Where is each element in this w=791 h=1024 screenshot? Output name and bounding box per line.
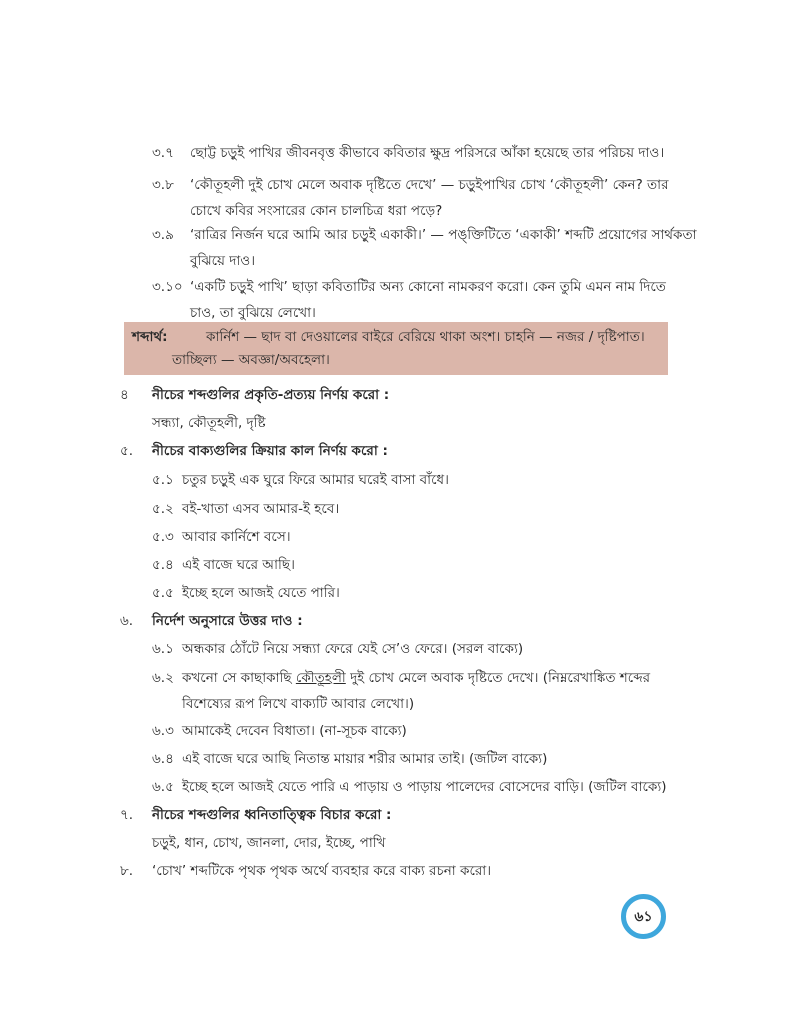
word-list: চড়ুই, ধান, চোখ, জানলা, দোর, ইচ্ছে, পাখি xyxy=(152,835,386,851)
glossary-line: কার্নিশ — ছাদ বা দেওয়ালের বাইরে বেরিয়ে থাকা অংশ। চাহনি — নজর / দৃষ্টিপাত। xyxy=(206,329,645,345)
sentence-part: দুই চোখ মেলে অবাক দৃষ্টিতে দেখে। (নিম্নরেখাঙ্কিত শব্দের xyxy=(345,670,651,686)
item-number: ৩.৭ xyxy=(152,145,174,161)
question-number: ৭. xyxy=(120,807,134,823)
question-heading: নীচের শব্দগুলির প্রকৃতি-প্রত্যয় নির্ণয় করো : xyxy=(152,387,390,403)
item-number: ৬.৪ xyxy=(152,751,174,767)
page-number-badge xyxy=(621,894,666,939)
sentence-text: আবার কার্নিশে বসে। xyxy=(182,529,291,545)
item-number: ৬.৫ xyxy=(152,779,174,795)
question-text: ‘রাত্রির নির্জন ঘরে আমি আর চড়ুই একাকী।’ — পঙ্‌ক্তিটিতে ‘একাকী’ শব্দটি প্রয়োগের সার্থকতা xyxy=(190,227,697,243)
question-number: ৮. xyxy=(120,863,134,879)
question-text: চোখে কবির সংসারের কোন চালচিত্র ধরা পড়ে? xyxy=(190,203,443,219)
sentence-text: চতুর চড়ুই এক ঘুরে ফিরে আমার ঘরেই বাসা বাঁধে। xyxy=(182,472,449,488)
question-text: ‘কৌতূহলী দুই চোখ মেলে অবাক দৃষ্টিতে দেখে’ — চড়ুইপাখির চোখ ‘কৌতূহলী’ কেন? তার xyxy=(190,177,669,193)
question-number: ৬. xyxy=(120,613,134,629)
item-number: ৬.৩ xyxy=(152,723,174,739)
question-number: ৪ xyxy=(120,387,129,403)
question-number: ৫. xyxy=(120,443,134,459)
glossary-label: শব্দার্থ: xyxy=(132,329,168,345)
sentence-text: ইচ্ছে হলে আজই যেতে পারি এ পাড়ায় ও পাড়ায় পালেদের বোসেদের বাড়ি। (জটিল বাক্যে) xyxy=(182,779,667,795)
item-number: ৩.১০ xyxy=(152,279,183,295)
sentence-text: এই বাজে ঘরে আছি নিতান্ত মায়ার শরীর আমার তাই। (জটিল বাক্যে) xyxy=(182,751,548,767)
word-list: সন্ধ্যা, কৌতূহলী, দৃষ্টি xyxy=(152,415,266,431)
question-heading: নির্দেশ অনুসারে উত্তর দাও : xyxy=(152,613,303,629)
sentence-text: বই-খাতা এসব আমার-ই হবে। xyxy=(182,501,340,517)
question-text: ‘চোখ’ শব্দটিকে পৃথক পৃথক অর্থে ব্যবহার করে বাক্য রচনা করো। xyxy=(152,863,492,879)
item-number: ৬.২ xyxy=(152,670,174,686)
question-heading: নীচের শব্দগুলির ধ্বনিতাত্ত্বিক বিচার করো : xyxy=(152,807,392,823)
item-number: ৫.৫ xyxy=(152,585,174,601)
item-number: ৫.৪ xyxy=(152,557,174,573)
glossary-line: তাচ্ছিল্য — অবজ্ঞা/অবহেলা। xyxy=(172,352,330,368)
question-heading: নীচের বাক্যগুলির ক্রিয়ার কাল নির্ণয় করো : xyxy=(152,443,388,459)
page-number: ৬১ xyxy=(634,908,653,925)
question-text: ‘একটি চড়ুই পাখি’ ছাড়া কবিতাটির অন্য কোনো নামকরণ করো। কেন তুমি এমন নাম দিতে xyxy=(190,279,666,295)
sentence-text xyxy=(182,665,650,691)
underlined-word: কৌতূহলী xyxy=(295,670,346,686)
sentence-text: ইচ্ছে হলে আজই যেতে পারি। xyxy=(182,585,340,601)
question-text: বুঝিয়ে দাও। xyxy=(190,253,256,269)
sentence-text: বিশেষ্যের রূপ লিখে বাক্যটি আবার লেখো।) xyxy=(182,696,415,712)
sentence-text: আমাকেই দেবেন বিধাতা। (না-সূচক বাক্যে) xyxy=(182,723,407,739)
item-number: ৫.৩ xyxy=(152,529,174,545)
item-number: ৩.৯ xyxy=(152,227,174,243)
item-number: ৫.২ xyxy=(152,501,174,517)
item-number: ৫.১ xyxy=(152,472,174,488)
item-number: ৩.৮ xyxy=(152,177,174,193)
question-text: চাও, তা বুঝিয়ে লেখো। xyxy=(190,305,316,321)
sentence-text: অন্ধকার ঠোঁটে নিয়ে সন্ধ্যা ফেরে যেই সে’ও ফেরে। (সরল বাক্যে) xyxy=(182,641,524,657)
glossary-box xyxy=(124,322,668,375)
sentence-text: এই বাজে ঘরে আছি। xyxy=(182,557,295,573)
sentence-part: কখনো সে কাছাকাছি xyxy=(182,670,296,686)
question-text: ছোট্ট চড়ুই পাখির জীবনবৃত্ত কীভাবে কবিতার ক্ষুদ্র পরিসরে আঁকা হয়েছে তার পরিচয় দাও। xyxy=(190,145,665,161)
item-number: ৬.১ xyxy=(152,641,174,657)
